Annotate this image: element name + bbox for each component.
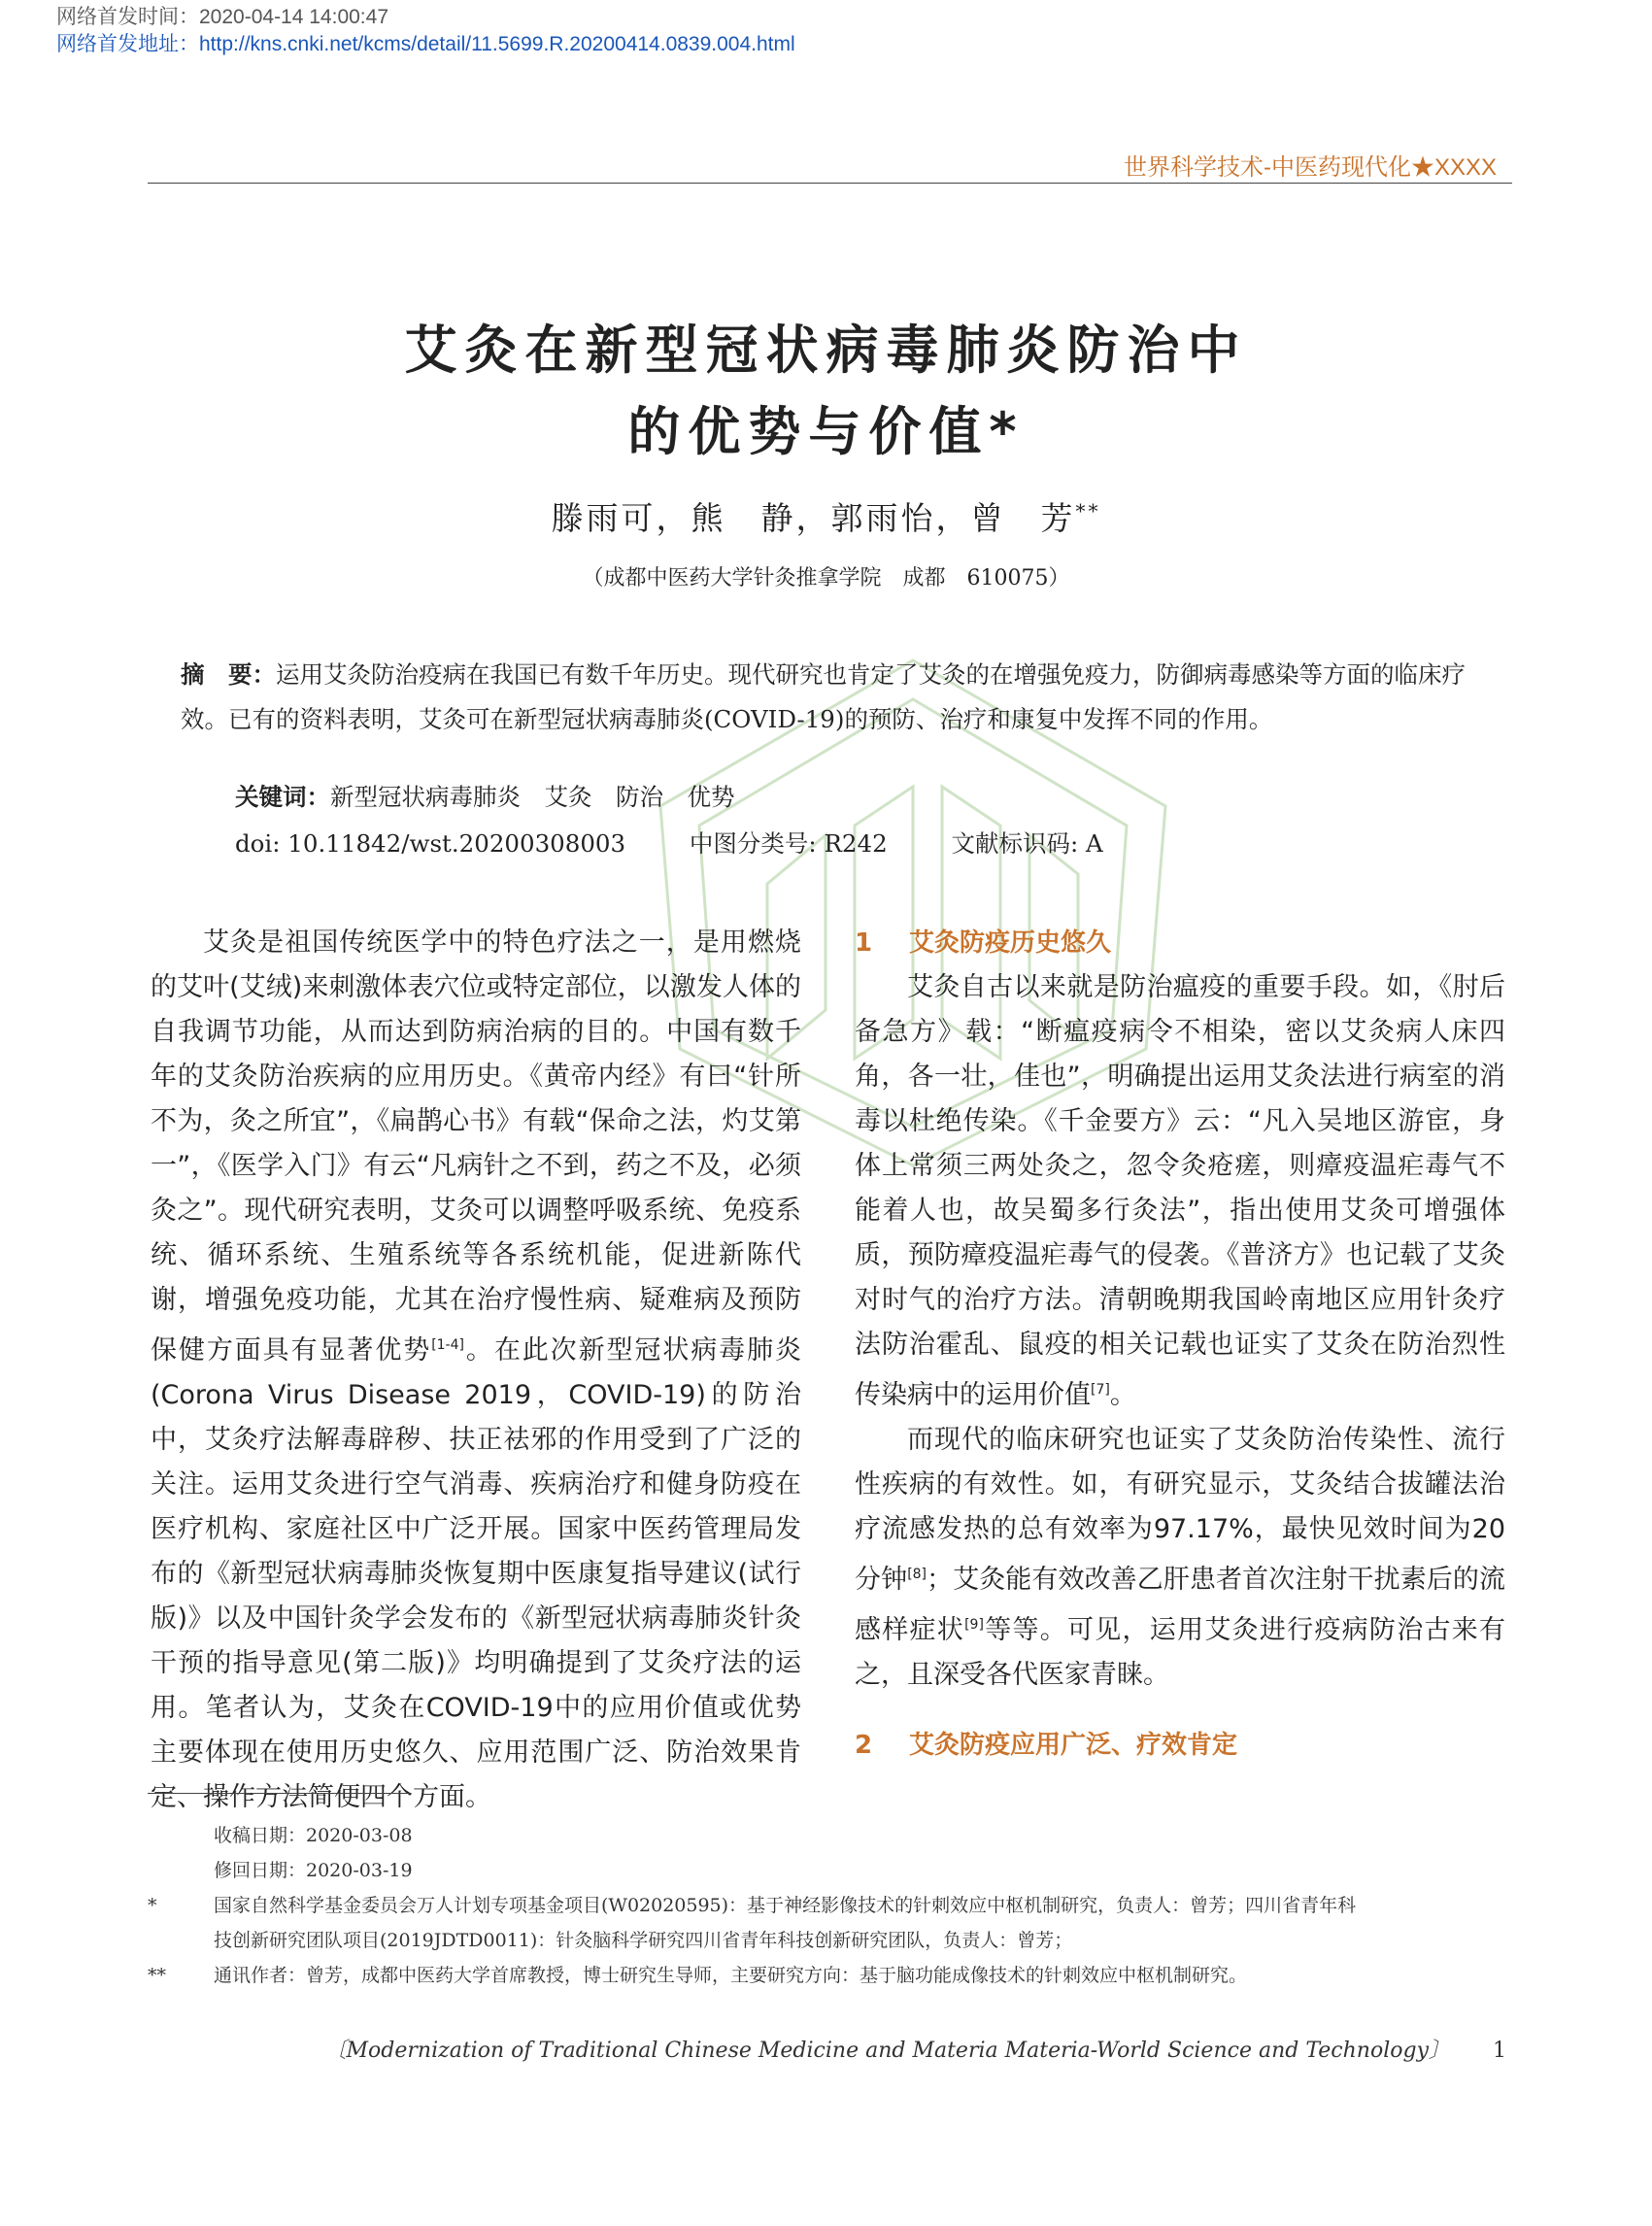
intro-paragraph: 艾灸是祖国传统医学中的特色疗法之一，是用燃烧的艾叶(艾绒)来刺激体表穴位或特定部位，以激发人体的自我调节功能，从而达到防病治病的目的。中国有数千年的艾灸防治疾病的应用历史。《黄帝内经》有曰“针所不为，灸之所宜”，《扁鹊心书》有载“保命之法，灼艾第一”，《医学入门》有云“凡病针之不到，药之不及，必须灸之”。现代研究表明，艾灸可以调整呼吸系统、免疫系统、循环系统、生殖系统等各系统机能，促进新陈代谢，增强免疫功能，尤其在治疗慢性病、疑难病及预防保健方面具有显著优势[1-4]。在此次新型冠状病毒肺炎(Corona Virus Disease 2019，COVID-19)的防治中，艾灸疗法解毒辟秽、扶正祛邪的作用受到了广泛的关注。运用艾灸进行空气消毒、疾病治疗和健身防疫在医疗机构、家庭社区中广泛开展。国家中医药管理局发布的《新型冠状病毒肺炎恢复期中医康复指导建议(试行版)》以及中国针灸学会发布的《新型冠状病毒肺炎针灸干预的指导意见(第二版)》均明确提到了艾灸疗法的运用。笔者认为，艾灸在COVID-19中的应用价值或优势主要体现在使用历史悠久、应用范围广泛、防治效果肯定、操作方法简便四个方面。: [151, 928, 802, 1812]
citation-ref[interactable]: [9]: [964, 1617, 984, 1633]
publish-url-link[interactable]: http://kns.cnki.net/kcms/detail/11.5699.R.20200414.0839.004.html: [199, 33, 795, 55]
citation-ref[interactable]: [7]: [1091, 1382, 1110, 1398]
keywords-label: 关键词：: [235, 783, 330, 811]
identifiers: [235, 826, 1160, 860]
paper-title-line1: 艾灸在新型冠状病毒肺炎防治中: [404, 320, 1248, 381]
footnote-rule: [148, 1793, 410, 1794]
funding-note-cont: 技创新研究团队项目(2019JDTD0011)：针灸脑科学研究四川省青年科技创新研究团队，负责人：曾芳；: [214, 1930, 1073, 1951]
keywords-text: 新型冠状病毒肺炎 艾灸 防治 优势: [330, 783, 735, 811]
affiliation: （成都中医药大学针灸推拿学院 成都 610075）: [582, 566, 1070, 590]
journal-english-name: 〔Modernization of Traditional Chinese Medicine and Materia Materia-World Science and Technology〕: [324, 2039, 1450, 2063]
author-list: 滕雨可，熊 静，郭雨怡，曾 芳**: [551, 499, 1101, 537]
abstract: [181, 653, 1484, 742]
section1-paragraph2: 而现代的临床研究也证实了艾灸防治传染性、流行性疾病的有效性。如，有研究显示，艾灸结合拔罐法治疗流感发热的总有效率为97.17%，最快见效时间为20分钟[8]；艾灸能有效改善乙肝患者首次注射干扰素后的流感样症状[9]等等。可见，运用艾灸进行疫病防治古来有之，且深受各代医家青睐。: [855, 1425, 1506, 1690]
page-number: 1: [1493, 2039, 1506, 2063]
citation-ref[interactable]: [1-4]: [431, 1337, 464, 1353]
page-footer: [325, 2034, 1506, 2064]
received-date: 收稿日期：2020-03-08: [214, 1825, 413, 1846]
first-publish-url: 网络首发地址：http://kns.cnki.net/kcms/detail/11.5699.R.20200414.0839.004.html: [56, 33, 795, 55]
left-column: [151, 921, 801, 1820]
paper-title-line2: 的优势与价值*: [627, 401, 1025, 462]
journal-header: 世界科学技术-中医药现代化★XXXX: [1123, 154, 1497, 181]
corresponding-author: ** 通讯作者：曾芳，成都中医药大学首席教授，博士研究生导师，主要研究方向：基于脑功能成像技术的针刺效应中枢机制研究。: [148, 1965, 1248, 1986]
right-column: [855, 921, 1505, 1768]
abstract-text: 运用艾灸防治疫病在我国已有数千年历史。现代研究也肯定了艾灸的在增强免疫力，防御病毒感染等方面的临床疗效。已有的资料表明，艾灸可在新型冠状病毒肺炎(COVID-19)的预防、治疗和康复中发挥不同的作用。: [181, 660, 1466, 733]
citation-ref[interactable]: [8]: [907, 1567, 927, 1582]
section-heading-2: 2 艾灸防疫应用广泛、疗效肯定: [855, 1731, 1238, 1760]
section1-paragraph1: 艾灸自古以来就是防治瘟疫的重要手段。如，《肘后备急方》载：“断瘟疫病令不相染，密以艾灸病人床四角，各一壮，佳也”，明确提出运用艾灸法进行病室的消毒以杜绝传染。《千金要方》云：“凡入吴地区游宦，身体上常须三两处灸之，忽令灸疮瘥，则瘴疫温疟毒气不能着人也，故吴蜀多行灸法”，指出使用艾灸可增强体质，预防瘴疫温疟毒气的侵袭。《普济方》也记载了艾灸对时气的治疗方法。清朝晚期我国岭南地区应用针灸疗法防治霍乱、鼠疫的相关记载也证实了艾灸在防治烈性传染病中的运用价值[7]。: [855, 972, 1505, 1410]
clc-number: 中图分类号: R242: [689, 829, 888, 858]
funding-note: * 国家自然科学基金委员会万人计划专项基金项目(W02020595)：基于神经影像技术的针刺效应中枢机制研究，负责人：曾芳；四川省青年科: [148, 1895, 1357, 1916]
header-rule: [148, 183, 1512, 184]
abstract-label: 摘 要：: [181, 660, 276, 689]
document-code: 文献标识码: A: [951, 829, 1103, 858]
revised-date: 修回日期：2020-03-19: [214, 1860, 413, 1881]
keywords: [235, 779, 735, 813]
first-publish-time: 网络首发时间：2020-04-14 14:00:47: [56, 6, 388, 28]
section-heading-1: 1 艾灸防疫历史悠久: [855, 928, 1112, 958]
publication-meta: [56, 4, 795, 58]
doi: doi: 10.11842/wst.20200308003: [235, 829, 626, 858]
corresponding-mark: **: [1075, 499, 1101, 523]
footnotes: [148, 1818, 1512, 1993]
